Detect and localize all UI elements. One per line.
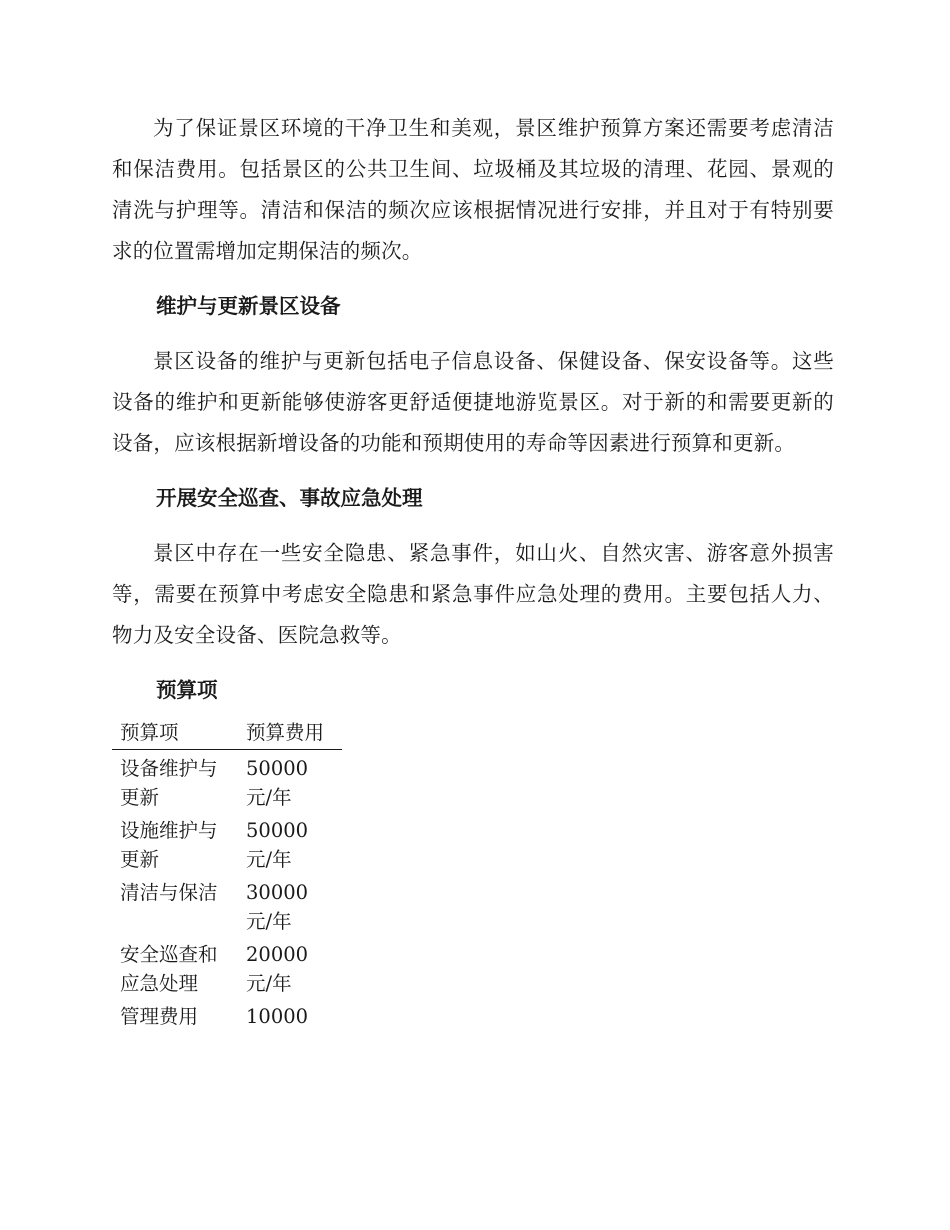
paragraph-cleaning: 为了保证景区环境的干净卫生和美观，景区维护预算方案还需要考虑清洁和保洁费用。包括景区的公共卫生间、垃圾桶及其垃圾的清理、花园、景观的清洗与护理等。清洁和保洁的频次应该根据情况进行安排，并且对于有特别要求的位置需增加定期保洁的频次。 (112, 116, 834, 263)
table-cell-cost: 20000 元/年 (246, 943, 309, 995)
spacer (112, 519, 834, 533)
table-cell-item: 管理费用 (120, 1005, 199, 1028)
spacer (112, 464, 834, 478)
table-header-cost: 预算费用 (238, 717, 342, 750)
table-cell-cost: 30000 元/年 (246, 881, 309, 933)
spacer (112, 656, 834, 670)
budget-table (112, 717, 342, 1031)
heading-equipment: 维护与更新景区设备 (156, 294, 341, 318)
table-row (112, 874, 342, 936)
table-cell-item: 设施维护与更新 (120, 819, 218, 871)
table-header-item: 预算项 (112, 717, 238, 750)
table-row (112, 812, 342, 874)
table-header-row (112, 717, 342, 750)
table-cell-cost: 10000 (246, 1005, 309, 1028)
table-cell-item: 设备维护与更新 (120, 757, 218, 809)
paragraph-safety: 景区中存在一些安全隐患、紧急事件，如山火、自然灾害、游客意外损害等，需要在预算中考虑安全隐患和紧急事件应急处理的费用。主要包括人力、物力及安全设备、医院急救等。 (112, 541, 834, 647)
table-row (112, 936, 342, 998)
document-page (112, 108, 834, 1031)
table-cell-cost: 50000 元/年 (246, 757, 309, 809)
table-cell-cost: 50000 元/年 (246, 819, 309, 871)
paragraph-equipment: 景区设备的维护与更新包括电子信息设备、保健设备、保安设备等。这些设备的维护和更新能够使游客更舒适便捷地游览景区。对于新的和需要更新的设备，应该根据新增设备的功能和预期使用的寿命等因素进行预算和更新。 (112, 349, 834, 455)
table-row (112, 998, 342, 1031)
spacer (112, 327, 834, 341)
table-cell-item: 安全巡查和应急处理 (120, 943, 218, 995)
heading-budget: 预算项 (156, 678, 218, 702)
table-row (112, 750, 342, 813)
heading-safety: 开展安全巡查、事故应急处理 (156, 486, 423, 510)
table-cell-item: 清洁与保洁 (120, 881, 218, 904)
spacer (112, 272, 834, 286)
